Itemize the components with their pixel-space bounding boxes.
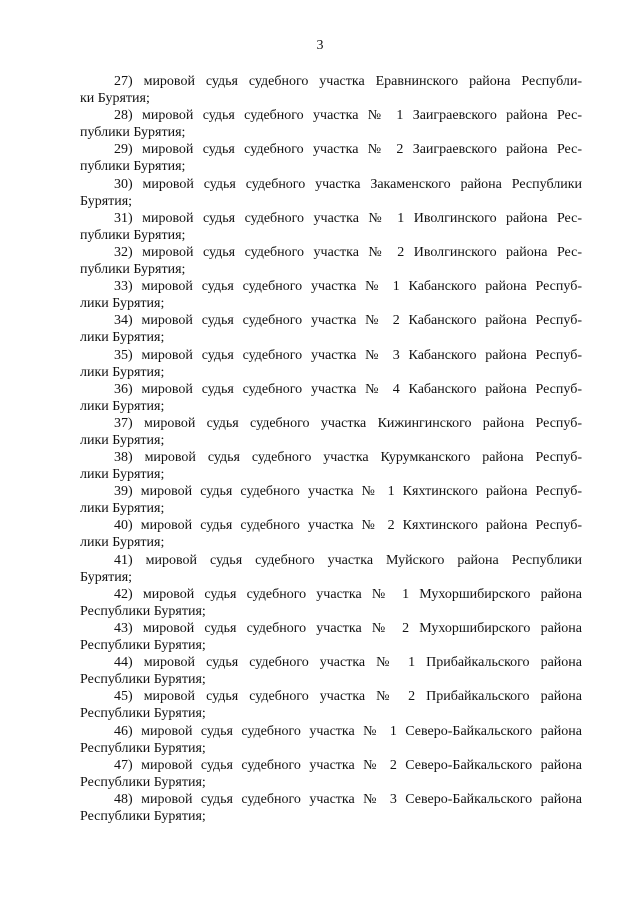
list-item-first-line: 39) мировой судья судебного участка № 1 Кяхтинского района Респуб- bbox=[114, 484, 582, 500]
list-item bbox=[80, 688, 582, 722]
list-item bbox=[80, 415, 582, 449]
list-item-continuation: публики Бурятия; bbox=[80, 125, 186, 141]
list-item-first-line: 32) мировой судья судебного участка № 2 Иволгинского района Рес- bbox=[114, 244, 582, 260]
list-item-first-line: 48) мировой судья судебного участка № 3 Северо-Байкальского района bbox=[114, 791, 582, 807]
list-item bbox=[80, 517, 582, 551]
list-item bbox=[80, 654, 582, 688]
list-item bbox=[80, 312, 582, 346]
list-item-first-line: 41) мировой судья судебного участка Муйского района Республики bbox=[114, 552, 582, 568]
list-item-continuation: Республики Бурятия; bbox=[80, 740, 206, 756]
list-item-continuation: публики Бурятия; bbox=[80, 159, 186, 175]
list-item bbox=[80, 757, 582, 791]
list-item-first-line: 40) мировой судья судебного участка № 2 Кяхтинского района Респуб- bbox=[114, 518, 582, 534]
list-item-continuation: Бурятия; bbox=[80, 569, 133, 585]
list-item-continuation: Республики Бурятия; bbox=[80, 638, 206, 653]
list-item-first-line: 37) мировой судья судебного участка Кижингинского района Респуб- bbox=[114, 415, 582, 431]
list-item bbox=[80, 381, 582, 415]
list-item-first-line: 36) мировой судья судебного участка № 4 Кабанского района Респуб- bbox=[114, 381, 582, 397]
list-item bbox=[80, 483, 582, 517]
list-item-continuation: лики Бурятия; bbox=[80, 364, 165, 380]
list-item-continuation: Республики Бурятия; bbox=[80, 774, 206, 790]
list-item-continuation: публики Бурятия; bbox=[80, 261, 186, 277]
list-item bbox=[80, 586, 582, 620]
list-item bbox=[80, 347, 582, 381]
list-item-first-line: 35) мировой судья судебного участка № 3 Кабанского района Респуб- bbox=[114, 347, 582, 363]
list-item bbox=[80, 791, 582, 825]
list-item bbox=[80, 620, 582, 654]
list-item bbox=[80, 210, 582, 244]
list-item bbox=[80, 552, 582, 586]
list-item-first-line: 30) мировой судья судебного участка Закаменского района Республики bbox=[114, 176, 582, 192]
list-item-continuation: ки Бурятия; bbox=[80, 91, 150, 106]
list-item-continuation: лики Бурятия; bbox=[80, 330, 165, 346]
list-item bbox=[80, 176, 582, 210]
list-item-first-line: 27) мировой судья судебного участка Еравнинского района Республи- bbox=[114, 74, 582, 89]
list-item-continuation: лики Бурятия; bbox=[80, 501, 165, 517]
list-item-first-line: 33) мировой судья судебного участка № 1 Кабанского района Респуб- bbox=[114, 279, 582, 295]
list-item bbox=[80, 141, 582, 175]
list-item-continuation: Республики Бурятия; bbox=[80, 808, 206, 824]
list-item bbox=[80, 723, 582, 757]
list-item-first-line: 45) мировой судья судебного участка № 2 Прибайкальского района bbox=[114, 689, 582, 705]
list-item-continuation: лики Бурятия; bbox=[80, 398, 165, 414]
list-item-continuation: публики Бурятия; bbox=[80, 227, 186, 243]
page-number: 3 bbox=[316, 38, 324, 53]
list-item-continuation: лики Бурятия; bbox=[80, 432, 165, 448]
list-item bbox=[80, 244, 582, 278]
list-item-first-line: 29) мировой судья судебного участка № 2 Заиграевского района Рес- bbox=[114, 142, 582, 158]
list-item-continuation: Республики Бурятия; bbox=[80, 706, 206, 722]
list-item-continuation: Республики Бурятия; bbox=[80, 672, 206, 688]
list-item-first-line: 43) мировой судья судебного участка № 2 Мухоршибирского района bbox=[114, 621, 582, 636]
list-item-first-line: 31) мировой судья судебного участка № 1 Иволгинского района Рес- bbox=[114, 210, 582, 226]
list-item-first-line: 46) мировой судья судебного участка № 1 Северо-Байкальского района bbox=[114, 723, 582, 739]
list-item bbox=[80, 73, 582, 107]
list-item-continuation: Республики Бурятия; bbox=[80, 603, 206, 619]
list-item-continuation: лики Бурятия; bbox=[80, 535, 165, 551]
list-item-continuation: лики Бурятия; bbox=[80, 467, 165, 483]
list-item bbox=[80, 278, 582, 312]
list-item bbox=[80, 449, 582, 483]
list-item-first-line: 44) мировой судья судебного участка № 1 Прибайкальского района bbox=[114, 655, 582, 671]
list-item-first-line: 47) мировой судья судебного участка № 2 Северо-Байкальского района bbox=[114, 757, 582, 773]
list-item-first-line: 28) мировой судья судебного участка № 1 Заиграевского района Рес- bbox=[114, 108, 582, 124]
list-item bbox=[80, 107, 582, 141]
list-item-first-line: 38) мировой судья судебного участка Курумканского района Респуб- bbox=[114, 450, 582, 466]
list-item-continuation: лики Бурятия; bbox=[80, 296, 165, 312]
list-item-continuation: Бурятия; bbox=[80, 193, 133, 209]
list-item-first-line: 34) мировой судья судебного участка № 2 Кабанского района Респуб- bbox=[114, 313, 582, 329]
judges-list bbox=[80, 73, 582, 825]
list-item-first-line: 42) мировой судья судебного участка № 1 Мухоршибирского района bbox=[114, 586, 582, 602]
